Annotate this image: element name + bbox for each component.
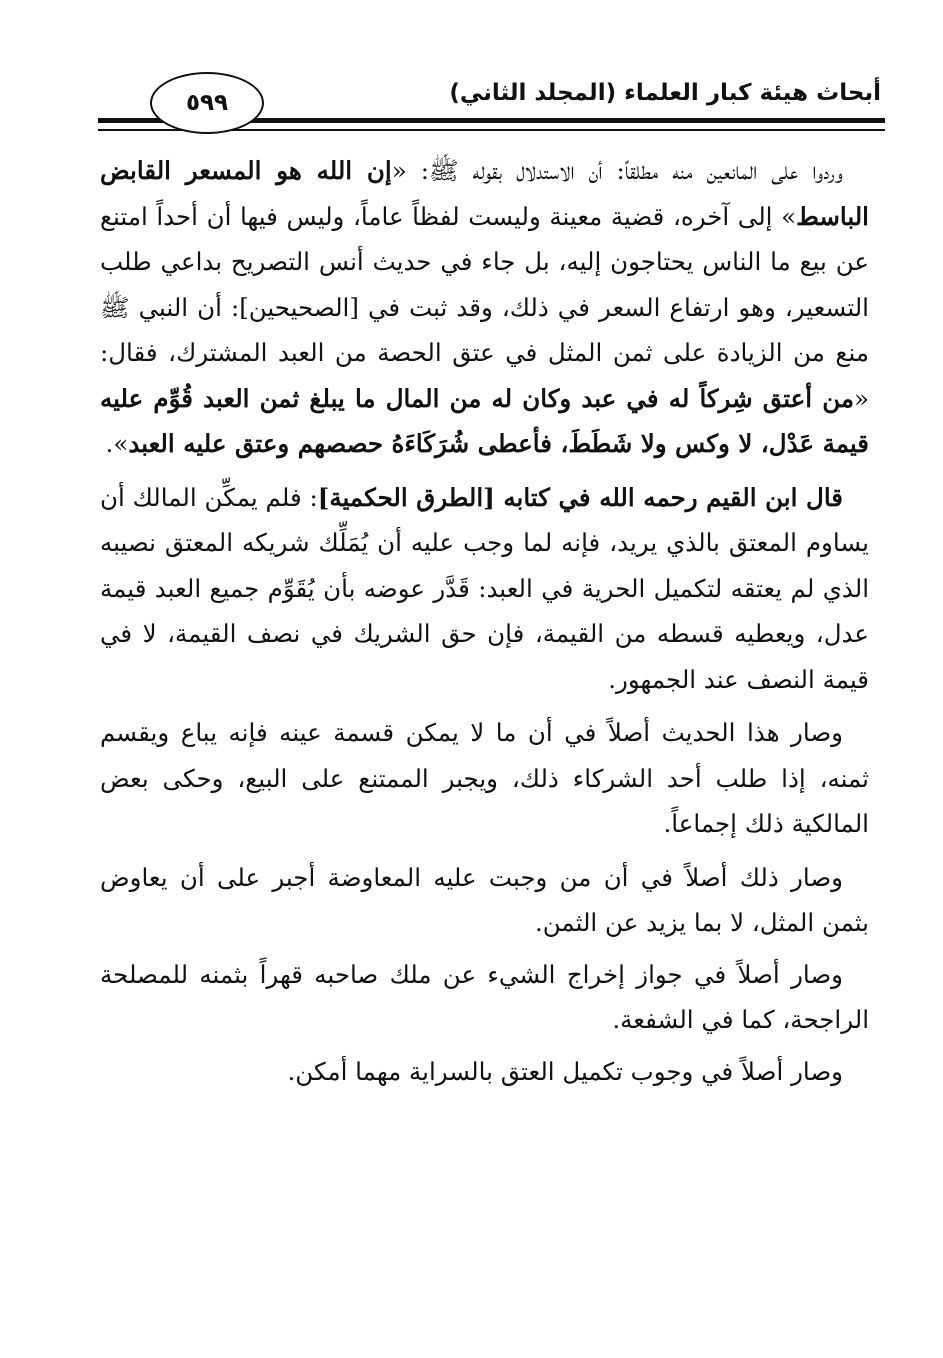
page-body [100,148,869,1102]
paragraph-2-text: : فلم يمكِّن المالك أن يساوم المعتق بالذي يريد، فإنه لما وجب عليه أن يُمَلِّك شريكه المعتق نصيبه الذي لم يعتقه لتكميل الحرية في العبد: قَدَّر عوضه بأن يُقَوِّم جميع العبد قيمة عدل، ويعطيه قسطه من القيمة، فإن حق الشريك في نصف القيمة، لا في قيمة النصف عند الجمهور. [100,482,869,694]
paragraph-4: وصار ذلك أصلاً في أن من وجبت عليه المعاوضة أجبر على أن يعاوض بثمن المثل، لا بما يزيد عن الثمن. [100,862,869,937]
hadith-quote-2: من أعتق شِركاً له في عبد وكان له من المال ما يبلغ ثمن العبد قُوِّم عليه قيمة عَدْل، لا وكس ولا شَطَطَ، فأعطى شُرَكَاءَهُ حصصهم وعتق عليه العبد [100,383,869,458]
hadith-quote-1: إن الله هو المسعر القابض الباسط [100,156,869,231]
paragraph-1-text-c: » إلى آخره، قضية معينة وليست لفظاً عاماً، وليس فيها أن أحداً امتنع عن بيع ما الناس يحتاجون إليه، بل جاء في حديث أنس التصريح بداعي طلب التسعير، وهو ارتفاع السعر في ذلك، وقد ثبت في [الصحيحين]: أن النبي ﷺ منع من الزيادة على ثمن المثل في عتق الحصة من العبد المشترك، فقال: « [100,201,869,413]
paragraph-1 [100,148,869,467]
page-number: ٥٩٩ [150,72,264,134]
paragraph-1-text-a: وردوا على المانعين منه مطلقاً: أن الاستدلال بقوله ﷺ: « [391,156,843,185]
paragraph-1-text-e: ». [105,429,129,458]
paragraph-6: وصار أصلاً في وجوب تكميل العتق بالسراية مهما أمكن. [287,1056,843,1086]
citation-ibn-al-qayyim: قال ابن القيم رحمه الله في كتابه [الطرق الحكمية] [317,482,843,512]
paragraph-3: وصار هذا الحديث أصلاً في أن ما لا يمكن قسمة عينه فإنه يباع ويقسم ثمنه، إذا طلب أحد الشركاء ذلك، ويجبر الممتنع على البيع، وحكى بعض المالكية ذلك إجماعاً. [100,718,869,838]
paragraph-2 [100,475,869,703]
paragraph-5: وصار أصلاً في جواز إخراج الشيء عن ملك صاحبه قهراً بثمنه للمصلحة الراجحة، كما في الشفعة. [100,959,869,1034]
running-header-title: أبحاث هيئة كبار العلماء (المجلد الثاني) [449,80,881,106]
